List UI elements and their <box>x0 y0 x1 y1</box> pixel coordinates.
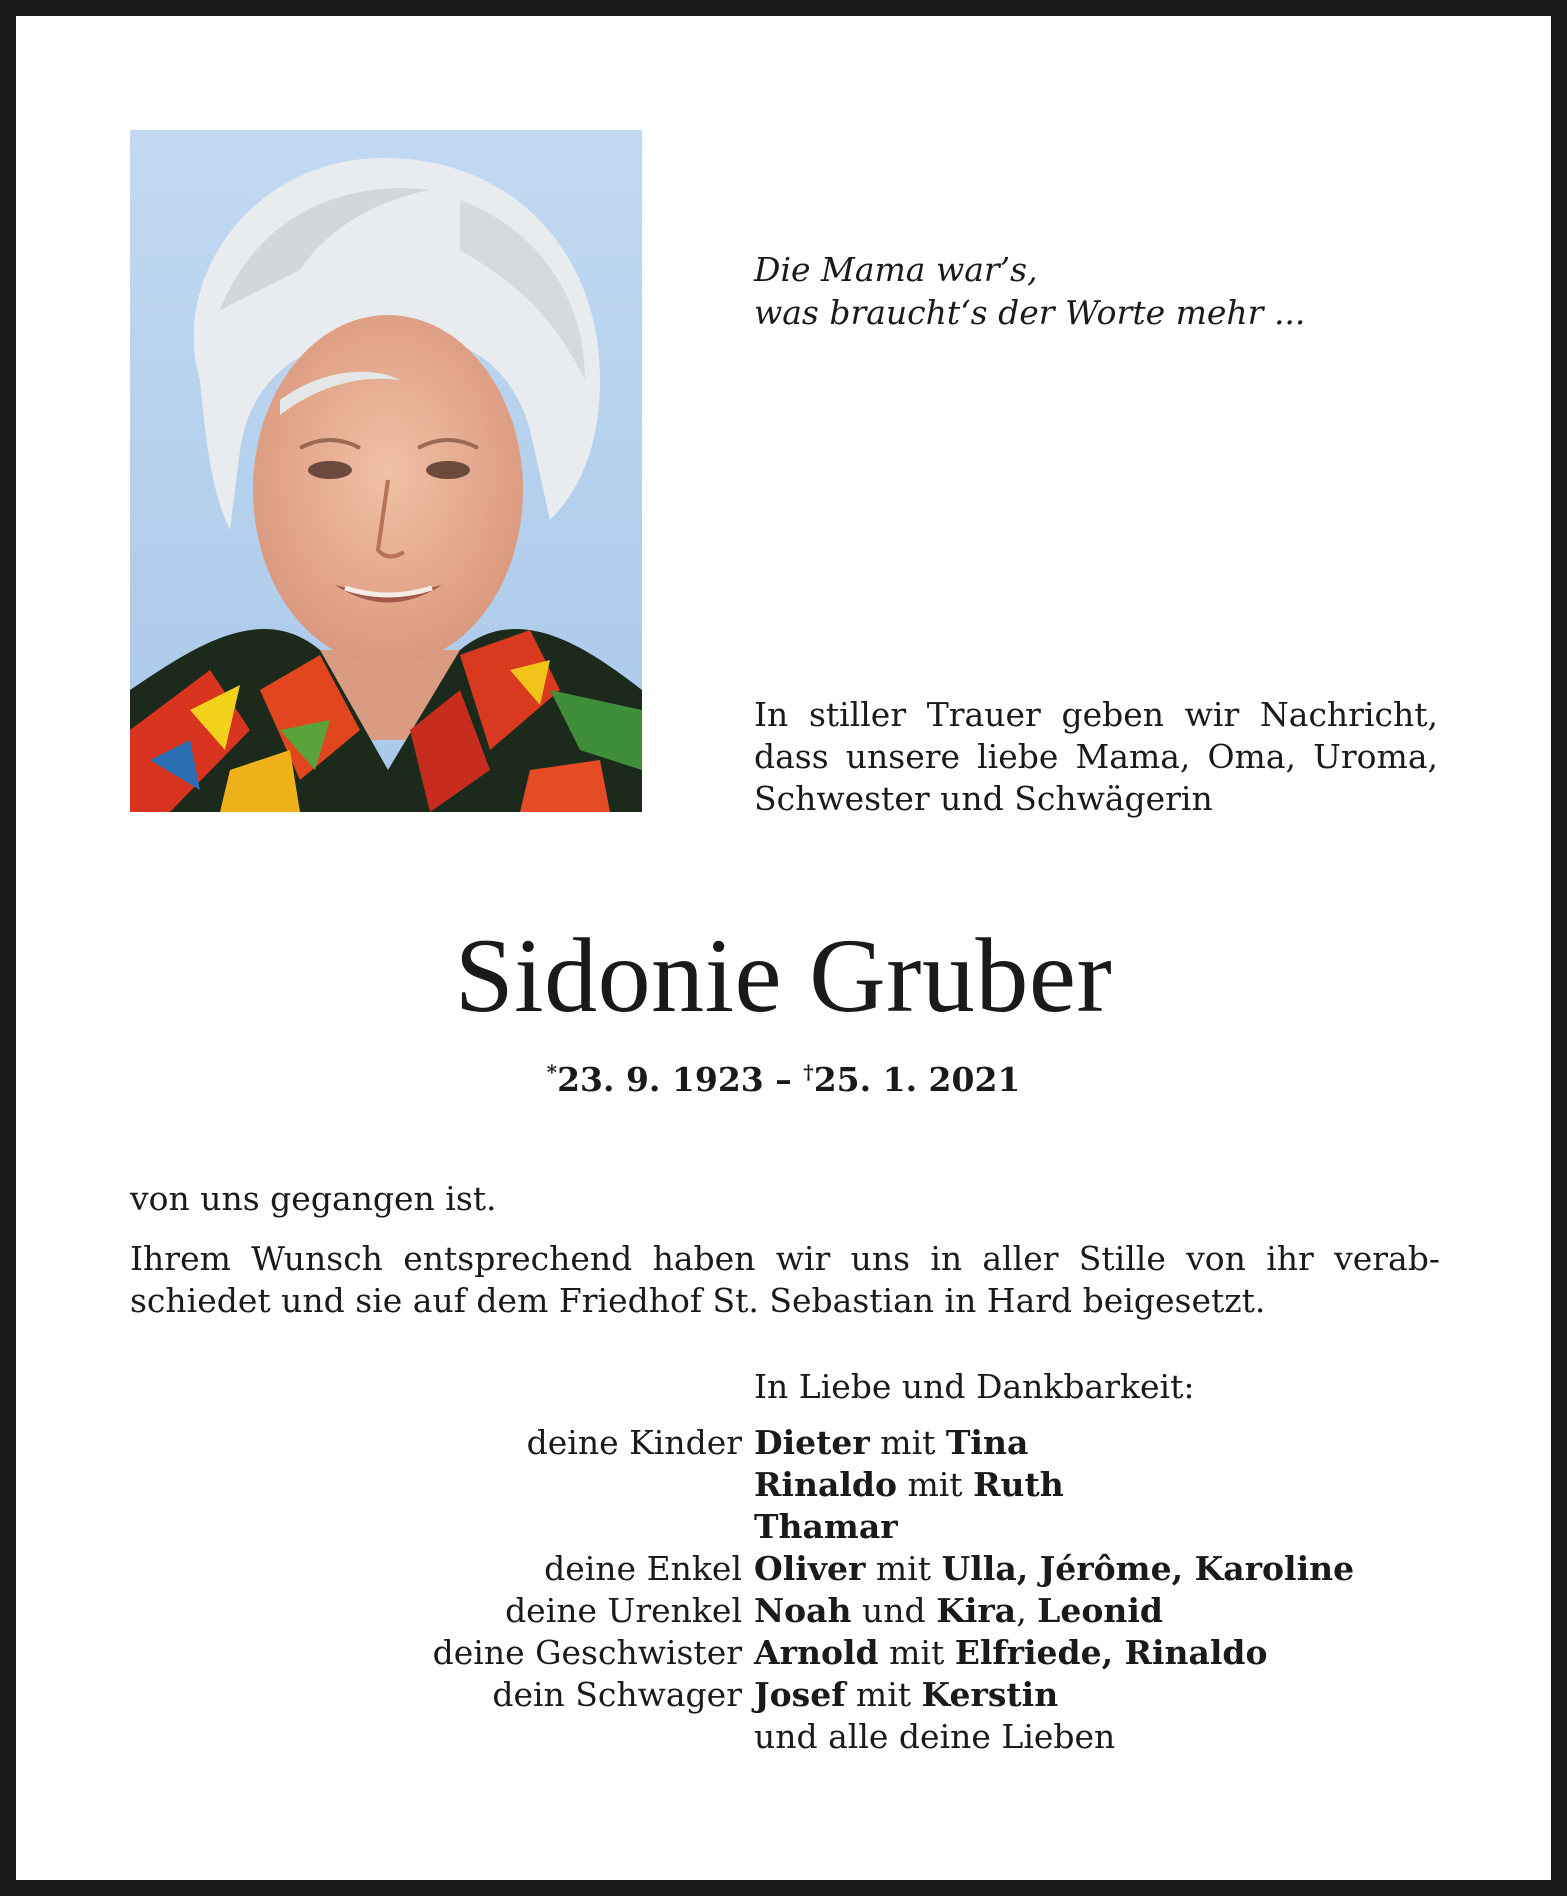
family-row <box>130 1548 1460 1590</box>
family-names <box>754 1674 1460 1716</box>
family-row <box>130 1716 1460 1758</box>
family-connector: mit <box>869 1423 946 1462</box>
family-member-name: Thamar <box>754 1507 898 1546</box>
intro-text <box>754 694 1438 820</box>
portrait-photo <box>130 130 642 812</box>
motto-line: was braucht‘s der Worte mehr ... <box>754 293 1306 332</box>
family-member-name: Arnold <box>754 1633 879 1672</box>
family-names <box>754 1548 1460 1590</box>
closing-thanks: In Liebe und Dankbarkeit: <box>754 1367 1195 1406</box>
family-connector: mit <box>865 1549 942 1588</box>
family-relation: deine Kinder <box>526 1423 742 1462</box>
family-row <box>130 1632 1460 1674</box>
family-member-name: Oliver <box>754 1549 866 1588</box>
family-member-name: Kira <box>936 1591 1017 1630</box>
family-row <box>130 1674 1460 1716</box>
birth-symbol: * <box>546 1060 558 1084</box>
family-relation: deine Geschwister <box>432 1633 742 1672</box>
family-member-name: Dieter <box>754 1423 870 1462</box>
life-dates <box>16 1052 1551 1100</box>
intro-line: Schwester und Schwägerin <box>754 779 1213 818</box>
family-member-name: Ruth <box>973 1465 1064 1504</box>
motto-line: Die Mama war’s, <box>754 250 1038 289</box>
motto-quote <box>754 248 1454 334</box>
body-paragraph: von uns gegangen ist. <box>130 1179 497 1218</box>
deceased-name: Sidonie Gruber <box>454 917 1113 1034</box>
family-relation <box>130 1506 754 1548</box>
family-relation: deine Urenkel <box>505 1591 742 1630</box>
family-connector: und <box>851 1591 937 1630</box>
family-names <box>754 1716 1460 1758</box>
family-row <box>130 1590 1460 1632</box>
family-connector: mit <box>896 1465 974 1504</box>
body-paragraph <box>130 1238 1440 1322</box>
family-member-name: Rinaldo <box>754 1465 897 1504</box>
family-relation: deine Enkel <box>544 1549 742 1588</box>
date-separator: – <box>763 1060 804 1099</box>
death-symbol: † <box>803 1060 814 1084</box>
family-row <box>130 1422 1460 1464</box>
family-member-name: Ulla, Jérôme, Karoline <box>941 1549 1355 1588</box>
family-member-name: Noah <box>754 1591 852 1630</box>
family-member-name: Leonid <box>1037 1591 1163 1630</box>
family-connector: , <box>1016 1591 1038 1630</box>
family-list <box>130 1422 1460 1758</box>
family-member-name: Josef <box>754 1675 846 1714</box>
family-row <box>130 1506 1460 1548</box>
family-connector: und alle deine Lieben <box>754 1717 1116 1756</box>
family-member-name: Tina <box>945 1423 1029 1462</box>
family-names <box>754 1464 1460 1506</box>
family-member-name: Elfriede, Rinaldo <box>954 1633 1268 1672</box>
death-date: 25. 1. 2021 <box>813 1060 1021 1099</box>
intro-line: dass unsere liebe Mama, Oma, Uroma, <box>754 737 1438 776</box>
family-row <box>130 1464 1460 1506</box>
family-connector: mit <box>845 1675 922 1714</box>
birth-date: 23. 9. 1923 <box>557 1060 764 1099</box>
family-relation <box>130 1716 754 1758</box>
body-line: Ihrem Wunsch entsprechend haben wir uns in aller Stille von ihr verab- <box>130 1239 1440 1278</box>
family-names <box>754 1422 1460 1464</box>
family-relation <box>130 1464 754 1506</box>
family-connector: mit <box>878 1633 955 1672</box>
portrait-icon <box>130 130 642 812</box>
family-member-name: Kerstin <box>921 1675 1059 1714</box>
family-names <box>754 1632 1460 1674</box>
family-names <box>754 1506 1460 1548</box>
family-relation: dein Schwager <box>492 1675 742 1714</box>
intro-line: In stiller Trauer geben wir Nachricht, <box>754 695 1438 734</box>
family-names <box>754 1590 1460 1632</box>
body-line: schiedet und sie auf dem Friedhof St. Sebastian in Hard beigesetzt. <box>130 1281 1266 1320</box>
